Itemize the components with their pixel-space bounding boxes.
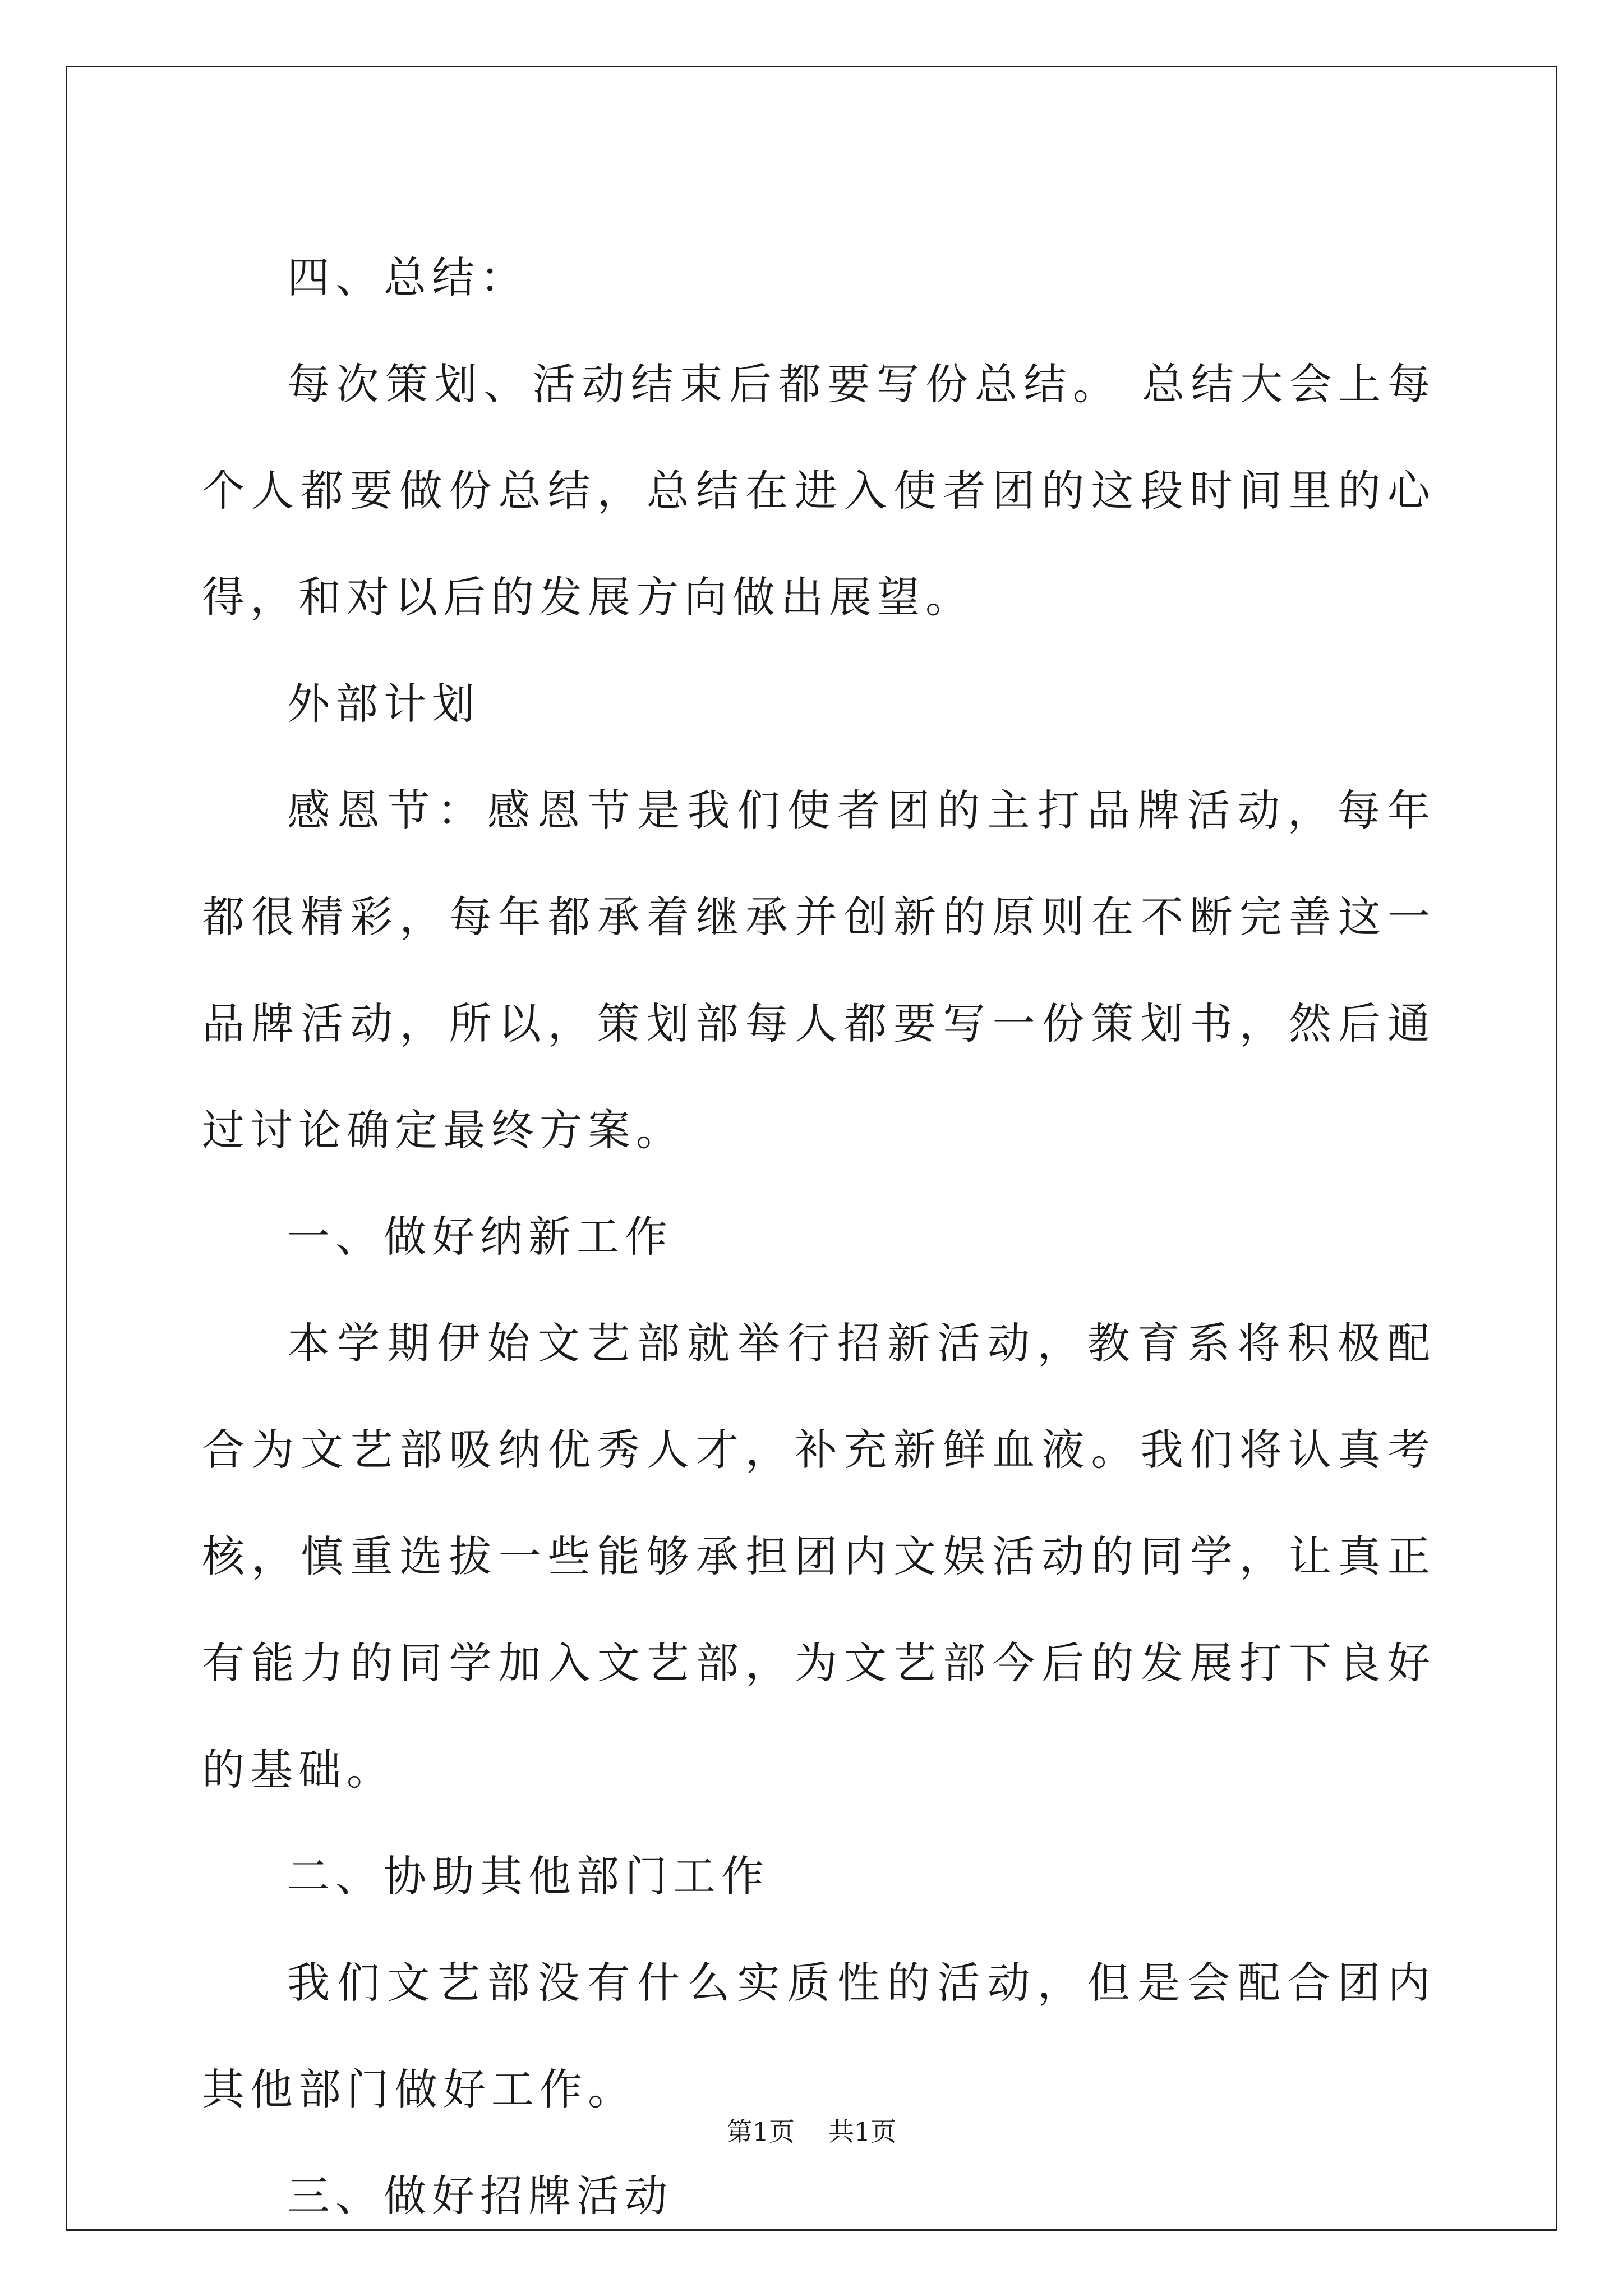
heading-signature-activity: 三、做好招牌活动 (287, 2171, 673, 2221)
page-number: 第1页 (726, 2116, 795, 2147)
heading-assist-departments: 二、协助其他部门工作 (287, 1851, 769, 1901)
page-footer (0, 2115, 1623, 2148)
paragraph-assist-departments: 我们文艺部没有什么实质性的活动，但是会配合团内其他部门做好工作。 (202, 1958, 1436, 2114)
heading-external-plan: 外部计划 (287, 679, 480, 729)
document-body (202, 224, 1436, 2249)
heading-recruitment: 一、做好纳新工作 (287, 1212, 673, 1262)
paragraph-summary: 每次策划、活动结束后都要写份总结。 总结大会上每个人都要做份总结，总结在进入使者团的这段时间里的心得，和对以后的发展方向做出展望。 (202, 359, 1436, 622)
heading-summary: 四、总结： (287, 252, 528, 302)
paragraph-recruitment: 本学期伊始文艺部就举行招新活动，教育系将积极配合为文艺部吸纳优秀人才，补充新鲜血液。我们将认真考核，慎重选拔一些能够承担团内文娱活动的同学，让真正有能力的同学加入文艺部，为文艺部今后的发展打下良好的基础。 (202, 1318, 1436, 1795)
page-total: 共1页 (828, 2116, 897, 2147)
paragraph-thanksgiving: 感恩节：感恩节是我们使者团的主打品牌活动，每年都很精彩，每年都承着继承并创新的原则在不断完善这一品牌活动，所以，策划部每人都要写一份策划书，然后通过讨论确定最终方案。 (202, 785, 1436, 1155)
